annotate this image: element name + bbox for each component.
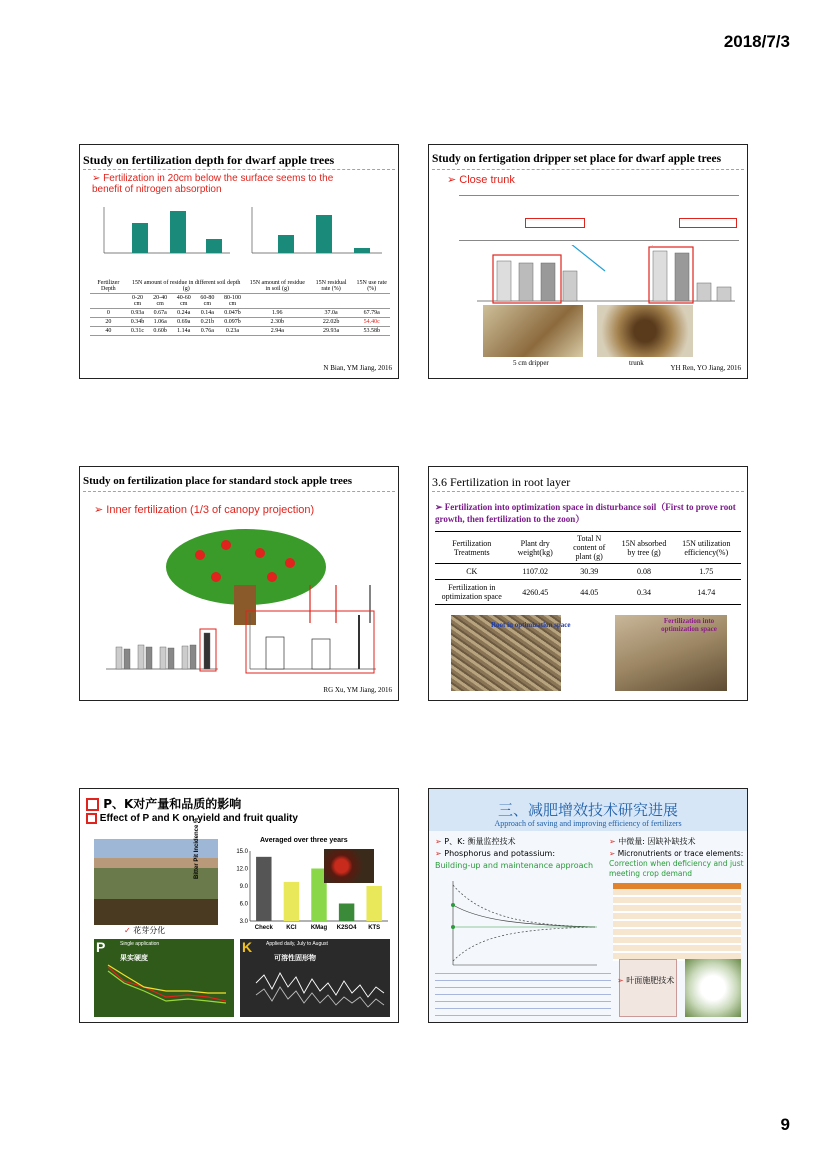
th: 15N amount of residue in different soil depth (g) [127,279,246,294]
td: 1107.02 [509,564,562,580]
th: 15N absorbed by tree (g) [617,532,672,564]
right-heading-en: ➢ Micronutrients or trace elements: [609,849,744,858]
bar [116,647,122,669]
td: 0.31c [127,327,149,336]
td: 0.047b [219,309,246,318]
panel-k-text: Applied daily, July to August [266,941,328,947]
y-tick-label: 9.0 [239,884,248,890]
y-tick-label: 6.0 [239,901,248,908]
panel-p-cn: 果实硬度 [120,954,148,962]
bar [366,886,381,921]
slide-title: Study on fertigation dripper set place for dwarf apple trees [432,153,722,165]
th: Fertilizer Depth [90,279,127,294]
slide-fertilization-place [79,466,399,701]
dripper-table [459,195,739,241]
td: 0.21b [196,318,220,327]
bar [316,215,332,253]
th: 15N utilization efficiency(%) [671,532,741,564]
td: 0.08 [617,564,672,580]
arrow-bullet-icon: ➢ [447,174,457,186]
right-heading-cn: ➢ 中微量: 因缺补缺技术 [609,837,696,846]
td: 0.14a [196,309,220,318]
td: 4260.45 [509,580,562,605]
td: 0 [90,309,127,318]
table-row [435,580,741,605]
x-tick-label: KMag [310,925,328,931]
th: 15N residual rate (%) [309,279,354,294]
bar [312,639,330,669]
bar [124,649,130,669]
td: 29.93a [309,327,354,336]
bar [160,647,166,669]
title-divider [83,491,395,492]
title-divider [432,491,744,492]
photo-label: trunk [629,359,644,367]
left-heading-en: ➢ Phosphorus and potassium: [435,849,556,858]
bar [497,261,511,301]
bar [563,271,577,301]
dripper-bar-chart [457,245,737,305]
y-tick-label: 15.0 [236,849,248,855]
bar [358,615,360,669]
td: 2.94a [246,327,309,336]
slide-title-en: Approach of saving and improving efficiency of fertilizers [494,819,682,828]
title-divider [83,169,395,170]
bar [519,263,533,301]
highlight-box [679,218,737,228]
arrow-bullet-icon: ➢ [435,502,443,512]
bar [675,253,689,301]
slide-saving-fertilizer [428,788,748,1023]
td: CK [435,564,509,580]
x-tick-label: Check [254,925,273,931]
td: 0.24a [172,309,196,318]
td: 0.69a [172,318,196,327]
bar [717,287,731,301]
td: 20 [90,318,127,327]
td: 20-40 cm [148,294,172,309]
bar [138,645,144,669]
right-approach: Correction when deficiency and just meeting crop demand [609,859,744,878]
slide-subtitle: ➢ Inner fertilization (1/3 of canopy projection) [94,504,315,516]
highlight-box [525,218,585,228]
td: Fertilization in optimization space [435,580,509,605]
td: 1.14a [172,327,196,336]
th: Fertilization Treatments [435,532,509,564]
bar [278,235,294,253]
td: 22.02b [309,318,354,327]
td: 40 [90,327,127,336]
td: 67.79a [353,309,390,318]
depth-table [90,279,390,336]
panel-k-label: K [242,939,253,955]
bar [653,251,667,301]
buildup-diagram [439,875,599,969]
slide-subtitle: ➢ Close trunk [447,174,515,186]
bar [132,223,148,253]
right-chart [252,207,382,253]
photo-label: Fertilization into optimization space [661,617,717,633]
bar [541,263,555,301]
citation: N Bian, YM Jiang, 2016 [323,364,392,372]
photo-label: 5 cm dripper [513,359,549,367]
td: 40-60 cm [172,294,196,309]
place-bar-chart-left [100,617,220,677]
td: 0.34 [617,580,672,605]
left-chart [104,207,230,253]
check-icon: ✓ [124,926,131,935]
slide-subtitle: ➢ Fertilization in 20cm below the surface seems to the benefit of nitrogen absorption [92,173,334,195]
y-tick-label: 3.0 [239,919,248,925]
depth-bar-charts [92,201,392,263]
td: 0.097b [219,318,246,327]
td: 44.05 [562,580,617,605]
bar [168,648,174,669]
square-bullet-icon [86,798,99,811]
panel-p-label: P [96,939,106,955]
arrow-bullet-icon: ➢ [609,837,616,846]
place-bar-chart-right [240,609,380,677]
left-approach: Building-up and maintenance approach [435,861,594,870]
slide-title: Study on fertilization depth for dwarf apple trees [83,153,335,167]
td: 1.96 [246,309,309,318]
root-photo-right [597,305,693,357]
td: 0.67a [148,309,172,318]
slide-fertilization-depth [79,144,399,379]
td: 60-80 cm [196,294,220,309]
x-tick-label: KCl [286,925,297,931]
td: 37.0a [309,309,354,318]
table-row [90,327,390,336]
bar [339,904,354,922]
slide-root-layer [428,466,748,701]
photo-caption: ✓ 花芽分化 [124,926,166,935]
left-heading-cn: ➢ P、K: 衡量监控技术 [435,837,516,846]
arrow-bullet-icon: ➢ [94,504,104,516]
td: 1.06a [148,318,172,327]
th: Total N content of plant (g) [562,532,617,564]
page-number: 9 [780,1115,790,1134]
bar [146,647,152,669]
panel-k-lines [254,963,386,1013]
slide-title: Study on fertilization place for standard stock apple trees [83,475,353,487]
bar [170,211,186,253]
root-photo-left [483,305,583,357]
arrow-bullet-icon: ➢ [617,976,624,985]
td: 53.58b [353,327,390,336]
panel-k-cn: 可溶性固形物 [274,954,316,962]
td: 0.23a [219,327,246,336]
panel-p [94,939,234,1017]
x-tick-label: K2SO4 [336,925,357,931]
slide-title-en: Effect of P and K on yield and fruit quality [86,813,298,824]
slide-title-cn: P、K对产量和品质的影响 [86,795,241,812]
slide-title: 3.6 Fertilization in root layer [432,475,571,489]
apple-fruit-photo [324,849,374,883]
page-date: 2018/7/3 [723,32,790,51]
td: 30.39 [562,564,617,580]
slide-intro: ➢ Fertilization into optimization space in disturbance soil（First to prove root growth, then fertilization to the zoon） [435,502,736,524]
panel-p-text: Single application [120,941,160,947]
root-layer-table [435,531,741,605]
td: 2.30b [246,318,309,327]
y-tick-label: 12.0 [236,866,248,873]
bar [266,637,284,669]
th: 15N use rate (%) [353,279,390,294]
slide-dripper-place [428,144,748,379]
panel-p-lines [104,957,230,1015]
arrow-bullet-icon: ➢ [609,849,616,858]
slide-p-k-effect [79,788,399,1023]
bar [256,857,271,921]
highlight-box [246,611,374,673]
arrow-bullet-icon: ➢ [92,173,101,184]
bar [182,646,188,669]
title-divider [432,169,744,170]
foliar-label: ➢ 叶面施肥技术 [617,976,675,985]
td: 0.93a [127,309,149,318]
td: 0.60b [148,327,172,336]
table-row [435,564,741,580]
chart-ylabel: Bitter Pit Incidence % [194,817,200,879]
th: 15N amount of residue in soil (g) [246,279,309,294]
arrow-bullet-icon: ➢ [435,849,442,858]
td: 14.74 [671,580,741,605]
certificate-photo [619,959,677,1017]
bar [354,248,370,253]
bar [697,283,711,301]
chart-title: Averaged over three years [260,837,348,844]
citation: RG Xu, YM Jiang, 2016 [323,686,392,694]
square-bullet-icon [86,813,97,824]
td: 54.40c [353,318,390,327]
leaf-photo [685,959,741,1017]
bar [284,882,299,921]
panel-k [240,939,390,1017]
td: 0.34b [127,318,149,327]
photo-label: Root in optimization space [491,621,571,629]
th: Plant dry weight(kg) [509,532,562,564]
bar [204,633,210,669]
left-notes [435,973,611,1017]
td: 0-20 cm [127,294,149,309]
bar [206,239,222,253]
td: 1.75 [671,564,741,580]
slide-title-cn: 三、减肥增效技术研究进展 [497,801,678,819]
table-row [90,309,390,318]
citation: YH Ren, YO Jiang, 2016 [670,364,741,372]
table-row [90,318,390,327]
x-tick-label: KTS [368,925,381,931]
td: 80-100 cm [219,294,246,309]
bar [190,645,196,669]
td: 0.76a [196,327,220,336]
micronutrient-table [613,883,741,961]
arrow-bullet-icon: ➢ [435,837,442,846]
